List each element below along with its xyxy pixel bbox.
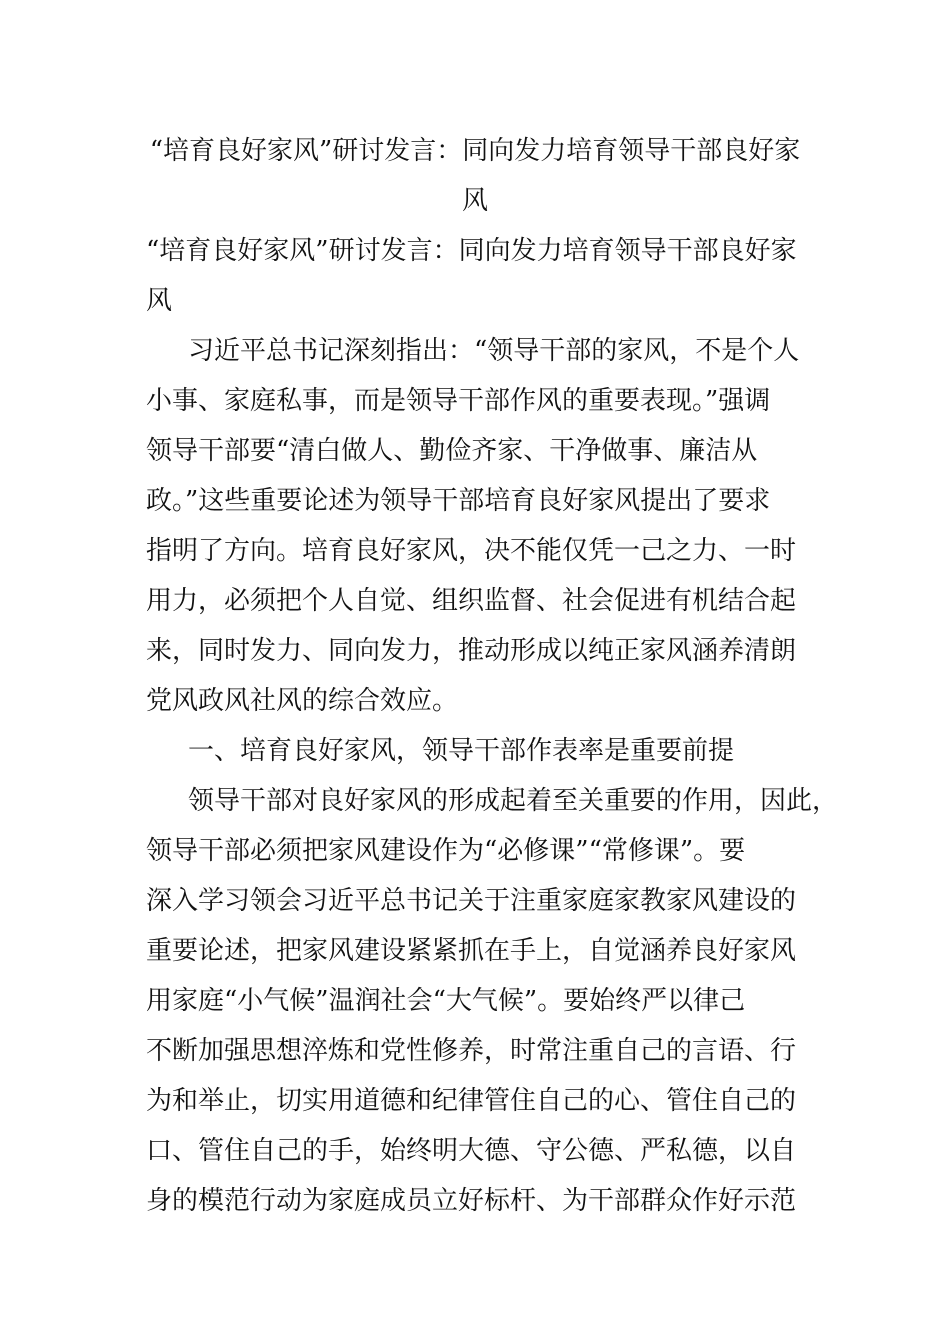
subtitle-line-1: “培育良好家风”研讨发言：同向发力培育领导干部良好家 — [146, 236, 797, 266]
section1-heading: 一、培育良好家风，领导干部作表率是重要前提 — [188, 736, 735, 766]
paragraph1-line-5: 指明了方向。培育良好家风，决不能仅凭一己之力、一时 — [146, 536, 797, 566]
paragraph1-line-4: 政。”这些重要论述为领导干部培育良好家风提出了要求 — [146, 486, 771, 516]
subtitle-line-2: 风 — [146, 286, 173, 316]
paragraph1-line-2: 小事、家庭私事，而是领导干部作风的重要表现。”强调 — [146, 386, 771, 416]
paragraph1-line-6: 用力，必须把个人自觉、组织监督、社会促进有机结合起 — [146, 586, 797, 616]
paragraph1-line-3: 领导干部要“清白做人、勤俭齐家、干净做事、廉洁从 — [146, 436, 758, 466]
title-line-2: 风 — [461, 186, 488, 216]
paragraph2-line-2: 领导干部必须把家风建设作为“必修课”“常修课”。要 — [146, 836, 746, 866]
paragraph2-line-9: 身的模范行动为家庭成员立好标杆、为干部群众作好示范 — [146, 1186, 797, 1216]
paragraph2-line-8: 口、管住自己的手，始终明大德、守公德、严私德，以自 — [146, 1136, 797, 1166]
paragraph2-line-4: 重要论述，把家风建设紧紧抓在手上，自觉涵养良好家风 — [146, 936, 797, 966]
title-line-1: “培育良好家风”研讨发言：同向发力培育领导干部良好家 — [149, 136, 801, 166]
paragraph2-line-7: 为和举止，切实用道德和纪律管住自己的心、管住自己的 — [146, 1086, 797, 1116]
paragraph2-line-5: 用家庭“小气候”温润社会“大气候”。要始终严以律己 — [146, 986, 746, 1016]
paragraph2-line-1: 领导干部对良好家风的形成起着至关重要的作用，因此， — [188, 786, 839, 816]
paragraph1-line-1: 习近平总书记深刻指出：“领导干部的家风，不是个人 — [188, 336, 800, 366]
paragraph2-line-3: 深入学习领会习近平总书记关于注重家庭家教家风建设的 — [146, 886, 797, 916]
paragraph1-line-7: 来，同时发力、同向发力，推动形成以纯正家风涵养清朗 — [146, 636, 797, 666]
paragraph1-line-8: 党风政风社风的综合效应。 — [146, 686, 459, 716]
paragraph2-line-6: 不断加强思想淬炼和党性修养，时常注重自己的言语、行 — [146, 1036, 797, 1066]
